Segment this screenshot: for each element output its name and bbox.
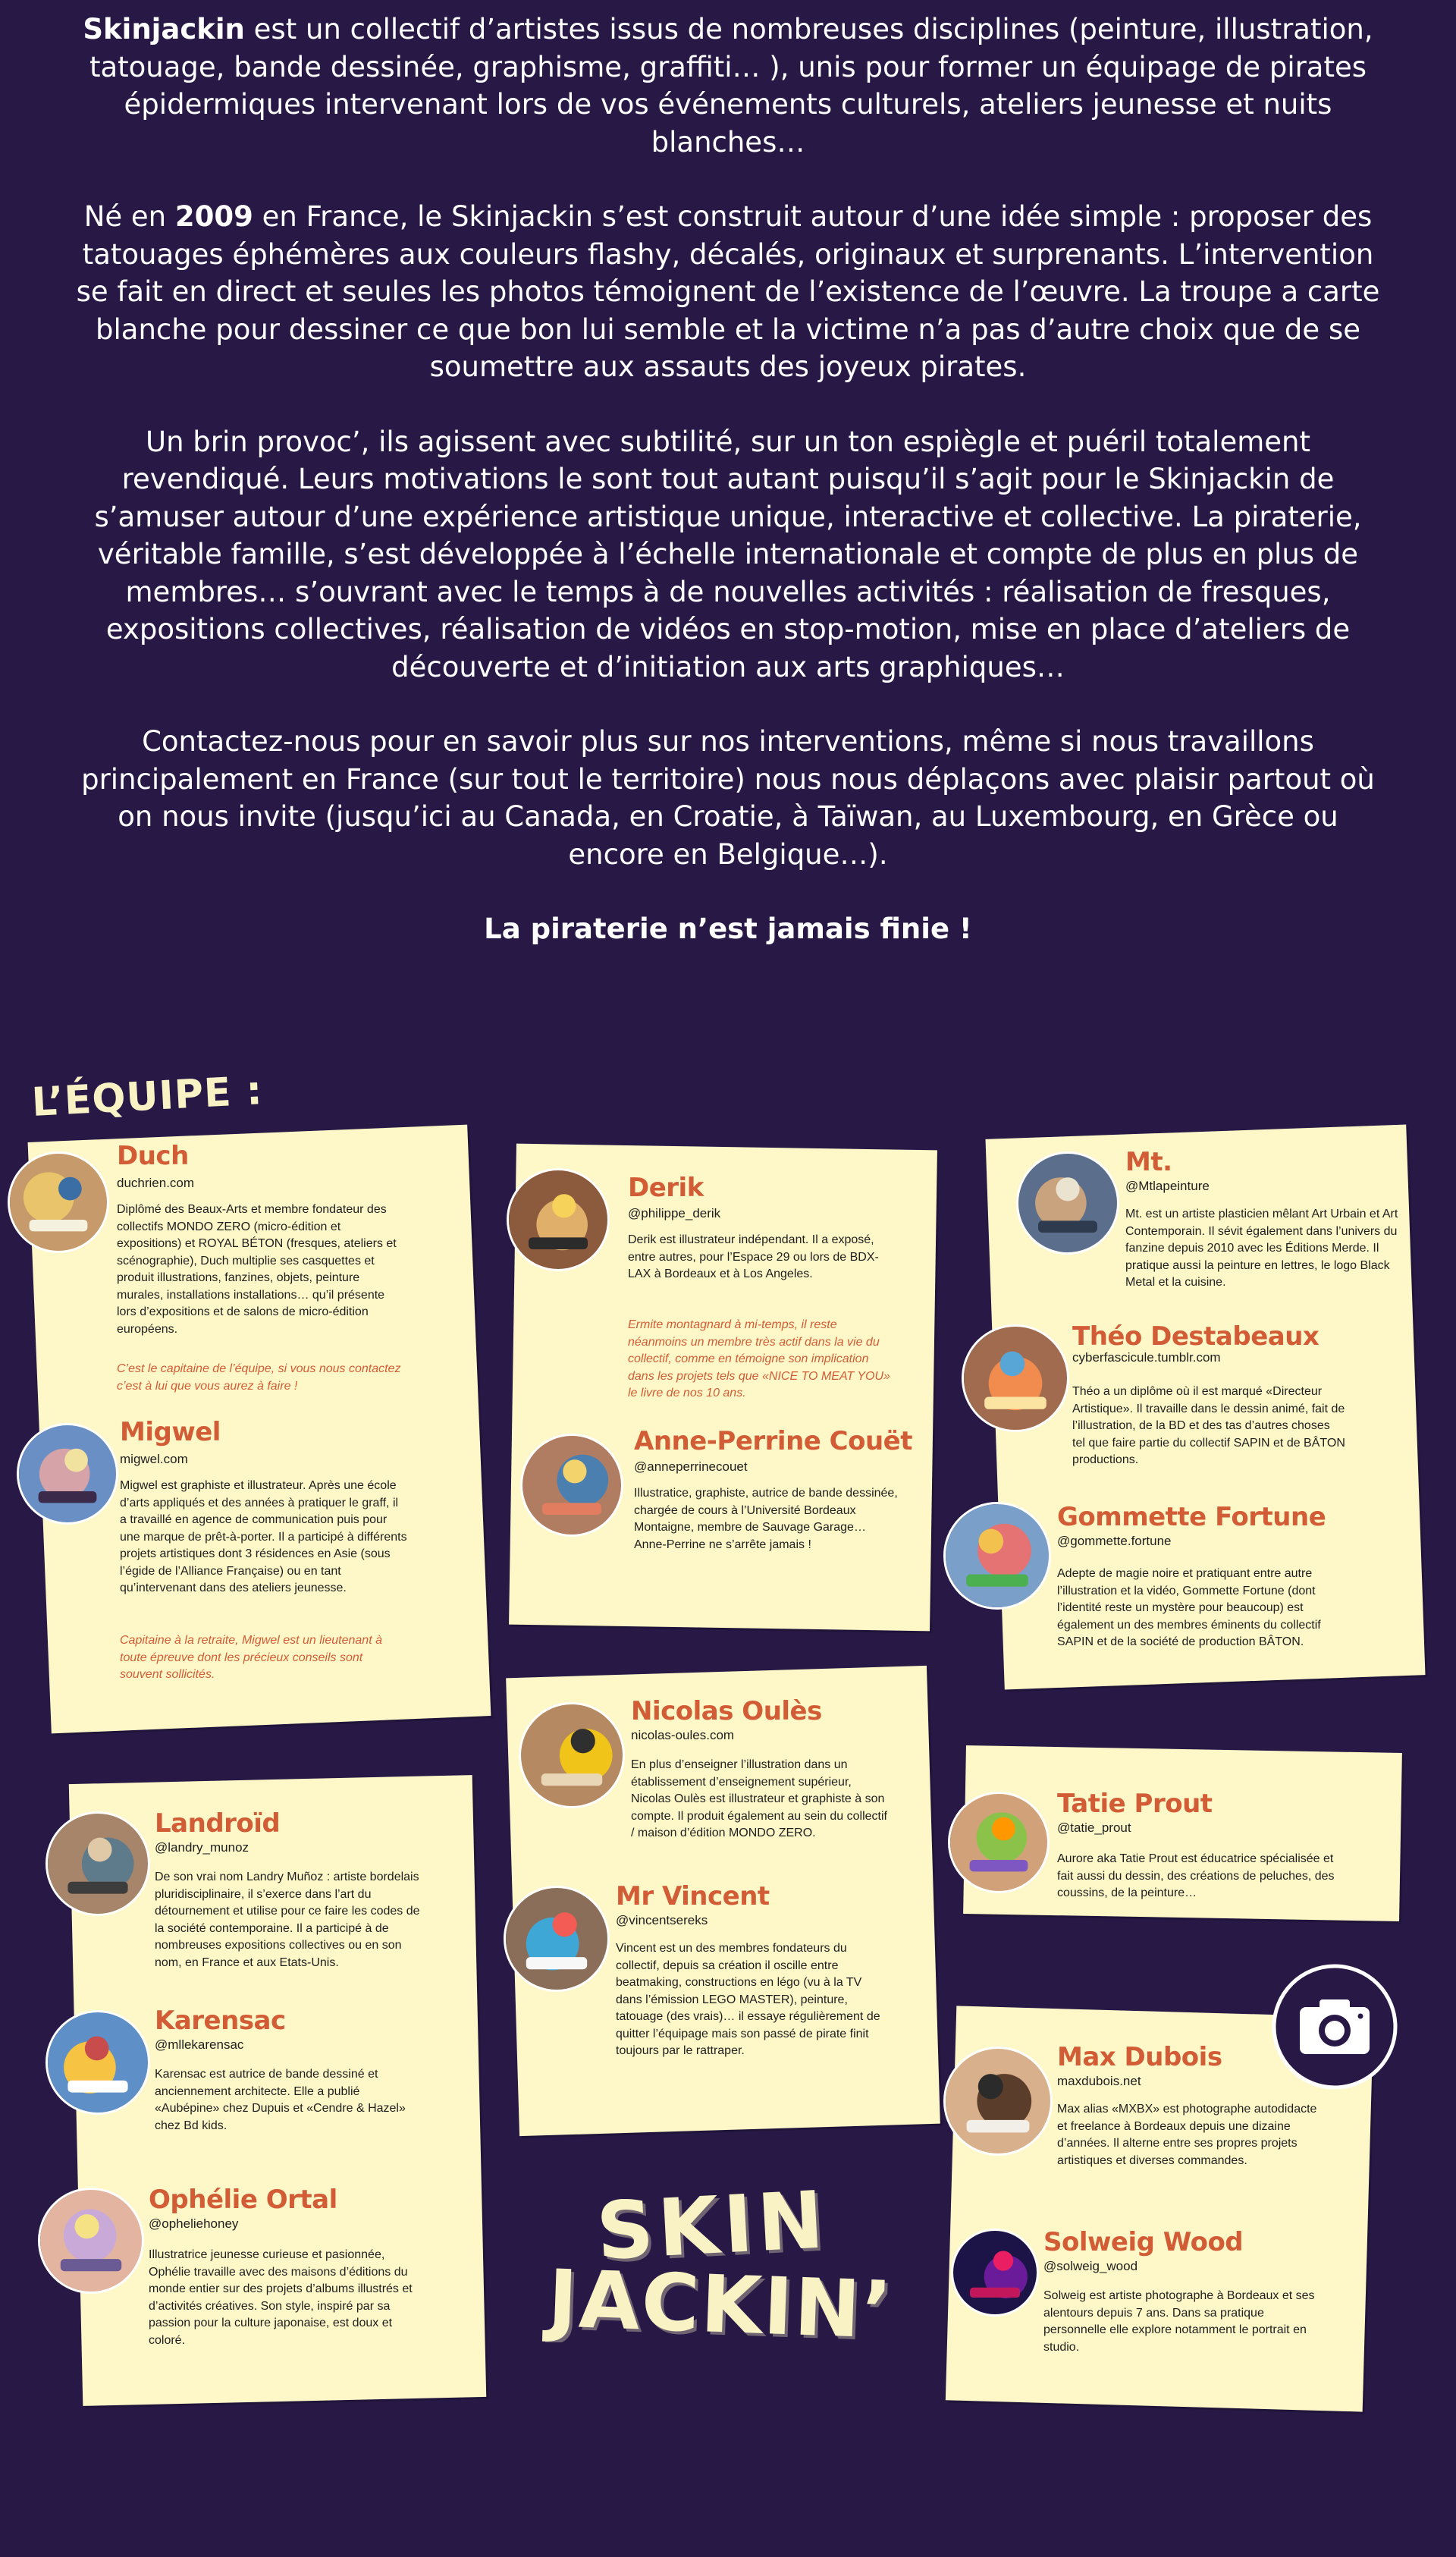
member-name: Derik <box>628 1173 704 1203</box>
avatar <box>504 1886 610 1992</box>
avatar-image <box>522 1436 621 1535</box>
member-note: Ermite montagnard à mi-temps, il reste néanmoins un membre très actif dans la vie du collectif, comme en témoigne son implication dans les projets tels que «NICE TO MEAT YOU» le livre de nos 10 ans. <box>628 1318 890 1399</box>
member-name: Landroïd <box>155 1808 281 1839</box>
member-bio: Derik est illustrateur indépendant. Il a exposé, entre autres, pour l’Espace 29 ou lors de BDX-LAX à Bordeaux et à Los Angeles. <box>628 1233 879 1280</box>
member-bio: Théo a un diplôme où il est marqué «Directeur Artistique». Il travaille dans le dessin animé, fait de l’illustration, de la BD et des tas d’autres choses tel que faire partie du collectif SAPIN et de BÂTON productions. <box>1072 1385 1345 1466</box>
avatar <box>520 1434 623 1537</box>
avatar-image <box>19 1425 116 1522</box>
member-link[interactable]: duchrien.com <box>117 1176 195 1190</box>
member-bio: Illustratice, graphiste, autrice de bande dessinée, chargée de cours à l’Université Bordeaux Montaigne, membre de Sauvage Garage… Anne-Perrine ne s’arrête jamais ! <box>634 1487 898 1551</box>
avatar-image <box>1018 1154 1117 1252</box>
member-bio: Aurore aka Tatie Prout est éducatrice spécialisée et fait aussi du dessin, des créations de peluches, des coussins, de la peinture… <box>1057 1852 1335 1899</box>
member-bio: De son vrai nom Landry Muñoz : artiste bordelais pluridisciplinaire, il s’exerce dans l’art du détournement et utilise pour ce faire les codes de la société contemporaine. Il a participé à de nombreuses expositions collectives ou en son nom, en France et aux Etats-Unis. <box>155 1871 420 1969</box>
avatar-image <box>48 1814 148 1914</box>
avatar <box>951 2229 1039 2317</box>
member-link[interactable]: cyberfascicule.tumblr.com <box>1072 1350 1221 1365</box>
member-note: Capitaine à la retraite, Migwel est un lieutenant à toute épreuve dont les précieux conseils sont souvent sollicités. <box>120 1634 382 1681</box>
founding-year: 2009 <box>174 200 253 233</box>
member-name: Ophélie Ortal <box>149 2185 337 2215</box>
member-name: Duch <box>117 1141 189 1171</box>
member-bio: Illustratrice jeunesse curieuse et pasionnée, Ophélie travaille avec des maisons d’éditions du monde entier sur des projets d’albums illustrés et d’activités créatives. Son style, inspiré par sa passion pour la culture japonaise, est doux et coloré. <box>149 2248 413 2347</box>
member-link[interactable]: @landry_munoz <box>155 1840 249 1855</box>
member-link[interactable]: @anneperrinecouet <box>634 1459 748 1474</box>
avatar <box>943 1502 1051 1610</box>
member-bio: Solweig est artiste photographe à Bordeaux et ses alentours depuis 7 ans. Dans sa pratique personnelle elle explore notamment le portrait en studio. <box>1043 2289 1315 2354</box>
avatar-image <box>946 2049 1050 2153</box>
member-name: Karensac <box>155 2006 286 2036</box>
member-link[interactable]: @Mtlapeinture <box>1125 1179 1210 1193</box>
member-name: Gommette Fortune <box>1057 1502 1326 1532</box>
logo-line-2: JACKIN’ <box>546 2252 896 2342</box>
avatar-image <box>509 1170 607 1269</box>
member-bio: Adepte de magie noire et pratiquant entre autre l’illustration et la vidéo, Gommette Fortune (dont l’identité reste un mystère pour beaucoup) est également un des membres éminents du collectif SAPIN et de la société de production BÂTON. <box>1057 1567 1321 1648</box>
member-name: Tatie Prout <box>1057 1789 1213 1819</box>
member-name: Solweig Wood <box>1043 2227 1244 2257</box>
member-link[interactable]: @solweig_wood <box>1043 2259 1138 2273</box>
avatar <box>948 1792 1050 1893</box>
member-link[interactable]: maxdubois.net <box>1057 2074 1141 2088</box>
avatar-image <box>521 1704 623 1806</box>
member-bio: Max alias «MXBX» est photographe autodidacte et freelance à Bordeaux depuis une dizaine d’années. Il alterne entre ses propres projets artistiques et diverses commandes. <box>1057 2103 1317 2167</box>
member-name: Nicolas Oulès <box>631 1696 822 1726</box>
member-link[interactable]: @philippe_derik <box>628 1206 721 1220</box>
avatar-image <box>506 1888 607 1990</box>
avatar-image <box>946 1504 1049 1607</box>
member-name: Théo Destabeaux <box>1072 1321 1320 1352</box>
member-bio: En plus d’enseigner l’illustration dans un établissement d’enseignement supérieur, Nicolas Oulès est illustrateur et graphiste à son compte. Il produit également au sein du collectif / maison d’édition MONDO ZERO. <box>631 1758 887 1839</box>
intro-text <box>76 11 1380 985</box>
intro-paragraph-3: Un brin provoc’, ils agissent avec subtilité, sur un ton espiègle et puéril totalement revendiqué. Leurs motivations le sont tout autant puisqu’il s’agit pour le Skinjackin de s’amuser autour d’une expérience artistique unique, interactive et collective. La piraterie, véritable famille, s’est développée à l’échelle internationale et compte de plus en plus de membres… s’ouvrant avec le temps à de nouvelles activités : réalisation de fresques, expositions collectives, réalisation de vidéos en stop-motion, mise en place d’ateliers de découverte et d’initiation aux arts graphiques… <box>94 425 1362 683</box>
member-bio: Diplômé des Beaux-Arts et membre fondateur des collectifs MONDO ZERO (micro-édition et expositions) et ROYAL BÉTON (fresques, ateliers et scénographie), Duch multiplie ses casquettes et produit illustrations, fanzines, objets, peinture murales, installations installations… qu’il présente lors d’expositions et de salons de micro-édition européens. <box>117 1203 397 1336</box>
avatar <box>38 2188 144 2294</box>
member-note: C’est le capitaine de l’équipe, si vous nous contactez c’est à lui que vous aurez à faire ! <box>117 1362 401 1393</box>
team-heading: L’ÉQUIPE : <box>30 1068 264 1126</box>
closing-line: La piraterie n’est jamais finie ! <box>484 913 972 945</box>
avatar <box>17 1423 118 1525</box>
member-bio: Karensac est autrice de bande dessiné et anciennement architecte. Elle a publié «Aubépine» chez Dupuis et «Cendre & Hazel» chez Bd kids. <box>155 2068 406 2132</box>
avatar <box>8 1151 109 1253</box>
skinjackin-logo <box>523 2183 918 2342</box>
avatar-image <box>10 1154 107 1251</box>
member-link[interactable]: @mllekarensac <box>155 2037 244 2052</box>
member-link[interactable]: @gommette.fortune <box>1057 1534 1172 1548</box>
member-link[interactable]: @tatie_prout <box>1057 1820 1131 1835</box>
member-bio: Migwel est graphiste et illustrateur. Après une école d’arts appliqués et des années à pratiquer le graff, il a travaillé en agence de communication puis pour une marque de prêt-à-porter. Il a participé à différents projets artistiques dont 3 résidences en Asie (sous l’égide de l’Alliance Française) ou en tant qu’intervenant dans des ateliers jeunesse. <box>120 1479 407 1594</box>
intro-paragraph-2 <box>76 198 1380 386</box>
avatar <box>1016 1151 1119 1255</box>
member-name: Mr Vincent <box>616 1881 770 1911</box>
member-name: Mt. <box>1125 1147 1172 1177</box>
avatar <box>519 1702 625 1808</box>
avatar-image <box>40 2190 142 2292</box>
avatar-image <box>953 2231 1037 2314</box>
avatar <box>507 1168 610 1271</box>
member-name: Migwel <box>120 1417 221 1447</box>
avatar <box>46 1811 150 1916</box>
member-name: Max Dubois <box>1057 2042 1222 2072</box>
avatar-image <box>48 2012 148 2113</box>
intro-p1-text: est un collectif d’artistes issus de nombreuses disciplines (peinture, illustration, tatouage, bande dessinée, graphisme, graffiti… ), unis pour former un équipage de pirates épidermiques intervenant lors de vos événements culturels, ateliers jeunesse et nuits blanches… <box>89 13 1373 159</box>
member-link[interactable]: migwel.com <box>120 1452 188 1466</box>
member-link[interactable]: @opheliehoney <box>149 2216 239 2231</box>
intro-paragraph-4: Contactez-nous pour en savoir plus sur nos interventions, même si nous travaillons principalement en France (sur tout le territoire) nous nous déplaçons avec plaisir partout où on nous invite (jusqu’ici au Canada, en Croatie, à Taïwan, au Luxembourg, en Grèce ou encore en Belgique…). <box>81 725 1375 871</box>
avatar <box>943 2047 1053 2156</box>
member-link[interactable]: nicolas-oules.com <box>631 1728 735 1742</box>
logo-line-1: SKIN <box>594 2183 830 2278</box>
intro-p2-before: Né en <box>83 200 175 233</box>
member-bio: Vincent est un des membres fondateurs du collectif, depuis sa création il oscille entre beatmaking, constructions en légo (vu à la TV dans l’émission LEGO MASTER), peinture, tatouage (des vrais)… il essaye régulièrement de quitter l’équipage mais son passé de pirate finit toujours par le rattraper. <box>616 1942 880 2057</box>
member-bio: Mt. est un artiste plasticien mêlant Art Urbain et Art Contemporain. Il sévit également dans l’univers du fanzine depuis 2010 avec les Éditions Merde. Il pratique aussi la peinture en lettres, le logo Black Metal et la cuisine. <box>1125 1208 1398 1289</box>
brand-name: Skinjackin <box>83 13 245 46</box>
avatar <box>46 2010 150 2115</box>
intro-paragraph-1 <box>76 11 1380 161</box>
camera-icon[interactable] <box>1271 1963 1398 2091</box>
avatar <box>962 1324 1069 1432</box>
member-link[interactable]: @vincentsereks <box>616 1913 708 1927</box>
avatar-image <box>964 1327 1067 1430</box>
avatar-image <box>950 1794 1047 1891</box>
intro-p2-after: en France, le Skinjackin s’est construit autour d’une idée simple : proposer des tatouages éphémères aux couleurs flashy, décalés, originaux et surprenants. L’intervention se fait en direct et seules les photos témoignent de l’existence de l’œuvre. La troupe a carte blanche pour dessiner ce que bon lui semble et la victime n’a pas d’autre choix que de se soumettre aux assauts des joyeux pirates. <box>76 200 1380 383</box>
member-name: Anne-Perrine Couët <box>634 1426 912 1456</box>
